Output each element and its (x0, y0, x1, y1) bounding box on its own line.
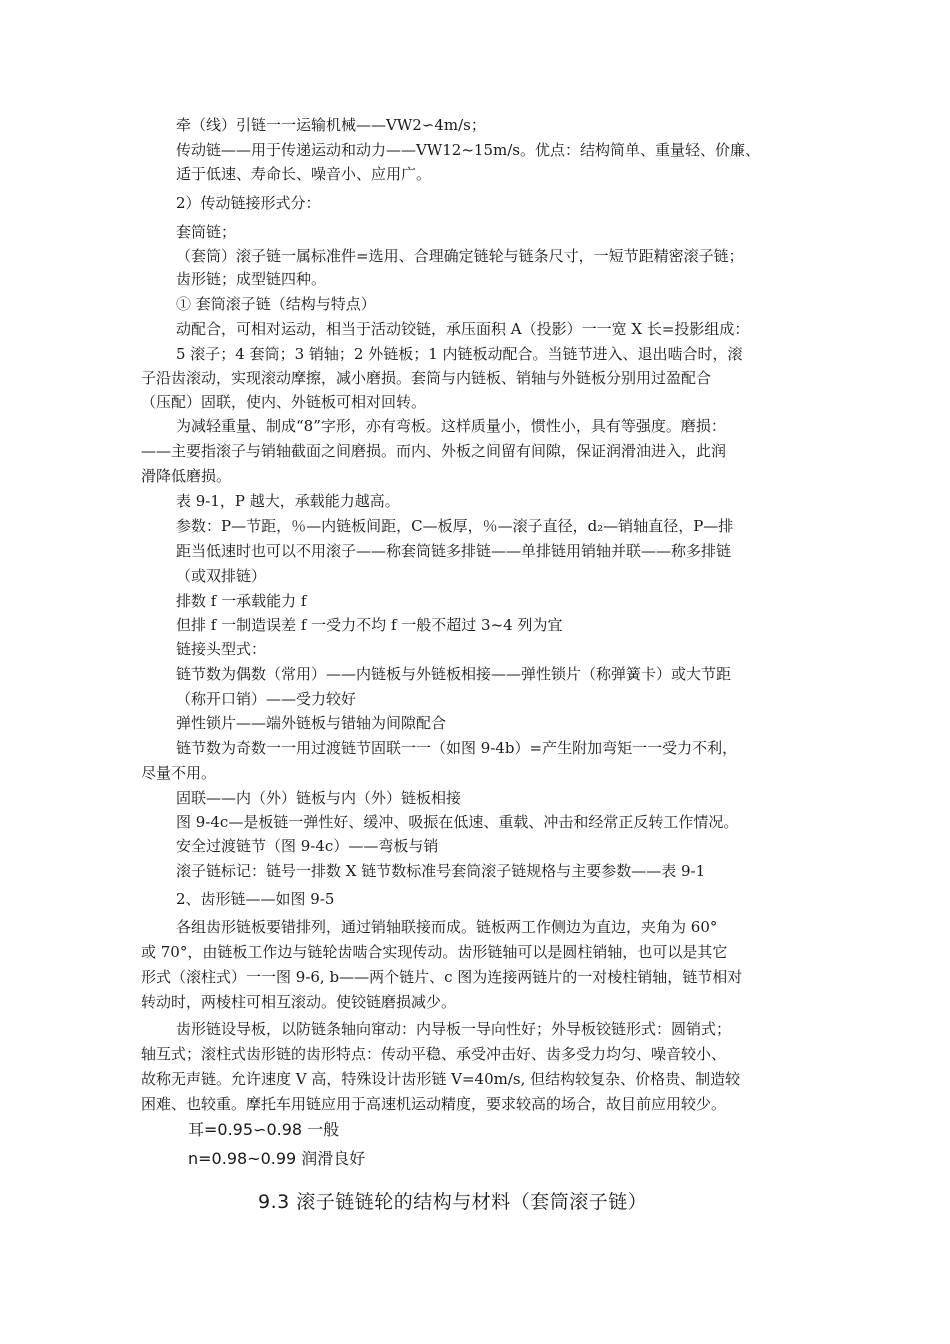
text-line: 套筒链； (176, 223, 237, 241)
text-line: 链接头型式： (176, 640, 267, 658)
text-line: 齿形链设导板，以防链条轴向窜动：内导板一导向性好；外导板铰链形式：圆销式； (176, 1020, 732, 1038)
text-line: 子沿齿滚动，实现滚动摩擦，减小磨损。套筒与内链板、销轴与外链板分别用过盈配合 (141, 369, 712, 387)
text-line: 距当低速时也可以不用滚子——称套筒链多排链——单排链用销轴并联——称多排链 (176, 542, 732, 560)
text-line: （套筒）滚子链一属标准件=选用、合理确定链轮与链条尺寸，一短节距精密滚子链； (176, 247, 744, 265)
text-line: 2）传动链接形式分： (176, 194, 321, 212)
text-line: 参数：P—节距，％—内链板间距，C—板厚，％—滚子直径，d₂—销轴直径，P—排 (176, 517, 734, 535)
text-line: 但排 f 一制造误差 f 一受力不均 f 一般不超过 3~4 列为宜 (176, 616, 563, 634)
efficiency-line-normal: 耳=0.95∽0.98 一般 (188, 1120, 340, 1139)
text-line: （压配）固联，使内、外链板可相对回转。 (141, 393, 427, 411)
text-line: 为减轻重量、制成“8”字形，亦有弯板。这样质量小，惯性小，具有等强度。磨损： (176, 417, 726, 435)
text-line: 牵（线）引链一一运输机械——VW2∽4m/s； (176, 116, 486, 134)
text-line: 弹性锁片——端外链板与错轴为间隙配合 (176, 714, 447, 732)
text-line: 2、齿形链——如图 9-5 (176, 890, 335, 908)
text-line: ① 套筒滚子链（结构与特点） (176, 295, 376, 313)
text-line: 链节数为偶数（常用）——内链板与外链板相接——弹性锁片（称弹簧卡）或大节距 (176, 665, 732, 683)
text-line: 转动时，两棱柱可相互滚动。使铰链磨损减少。 (141, 993, 457, 1011)
text-line: 轴互式；滚柱式齿形链的齿形特点：传动平稳、承受冲击好、齿多受力均匀、噪音较小、 (141, 1045, 727, 1063)
text-line: 图 9-4c—是板链一弹性好、缓冲、吸振在低速、重载、冲击和经常正反转工作情况。 (176, 813, 739, 831)
text-line: 困难、也较重。摩托车用链应用于高速机运动精度，要求较高的场合，故目前应用较少。 (141, 1095, 727, 1113)
text-line: 适于低速、寿命长、噪音小、应用广。 (176, 165, 432, 183)
text-line: 滑降低磨损。 (141, 467, 232, 485)
text-line: 或 70°，由链板工作边与链轮齿啮合实现传动。齿形链轴可以是圆柱销轴，也可以是其它 (141, 943, 728, 961)
text-line: 传动链——用于传递运动和动力——VW12~15m/s。优点：结构简单、重量轻、价廉、 (176, 141, 760, 159)
text-line: 形式（滚柱式）一一图 9-6, b——两个链片、c 图为连接两链片的一对棱柱销轴，链节相对 (141, 968, 743, 986)
text-line: 安全过渡链节（图 9-4c）——弯板与销 (176, 837, 439, 855)
efficiency-line-lubricated: n=0.98~0.99 润滑良好 (188, 1149, 366, 1168)
text-line: （称开口销）——受力较好 (176, 690, 357, 708)
section-heading: 9.3 滚子链链轮的结构与材料（套筒滚子链） (258, 1191, 648, 1213)
text-line: 5 滚子；4 套筒；3 销轴；2 外链板；1 内链板动配合。当链节进入、退出啮合时，滚 (176, 345, 743, 363)
text-line: 齿形链；成型链四种。 (176, 270, 327, 288)
text-line: 尽量不用。 (141, 764, 217, 782)
text-line: 滚子链标记：链号一排数 X 链节数标准号套筒滚子链规格与主要参数——表 9-1 (176, 862, 706, 880)
text-line: 排数 f 一承载能力 f (176, 592, 307, 610)
text-line: （或双排链） (176, 567, 267, 585)
text-line: 固联——内（外）链板与内（外）链板相接 (176, 789, 462, 807)
text-line: 链节数为奇数一一用过渡链节固联一一（如图 9-4b）=产生附加弯矩一一受力不利， (176, 739, 738, 757)
text-line: 动配合，可相对运动，相当于活动铰链，承压面积 A（投影）一一宽 X 长=投影组成： (176, 320, 750, 338)
text-line: 表 9-1，P 越大，承载能力越高。 (176, 492, 400, 510)
text-line: ——主要指滚子与销轴截面之间磨损。而内、外板之间留有间隙，保证润滑油进入，此润 (141, 442, 727, 460)
text-line: 各组齿形链板要错排列，通过销轴联接而成。链板两工作侧边为直边，夹角为 60° (176, 918, 718, 936)
text-line: 故称无声链。允许速度 V 高，特殊设计齿形链 V=40m/s, 但结构较复杂、价格贵、制造较 (141, 1070, 741, 1088)
